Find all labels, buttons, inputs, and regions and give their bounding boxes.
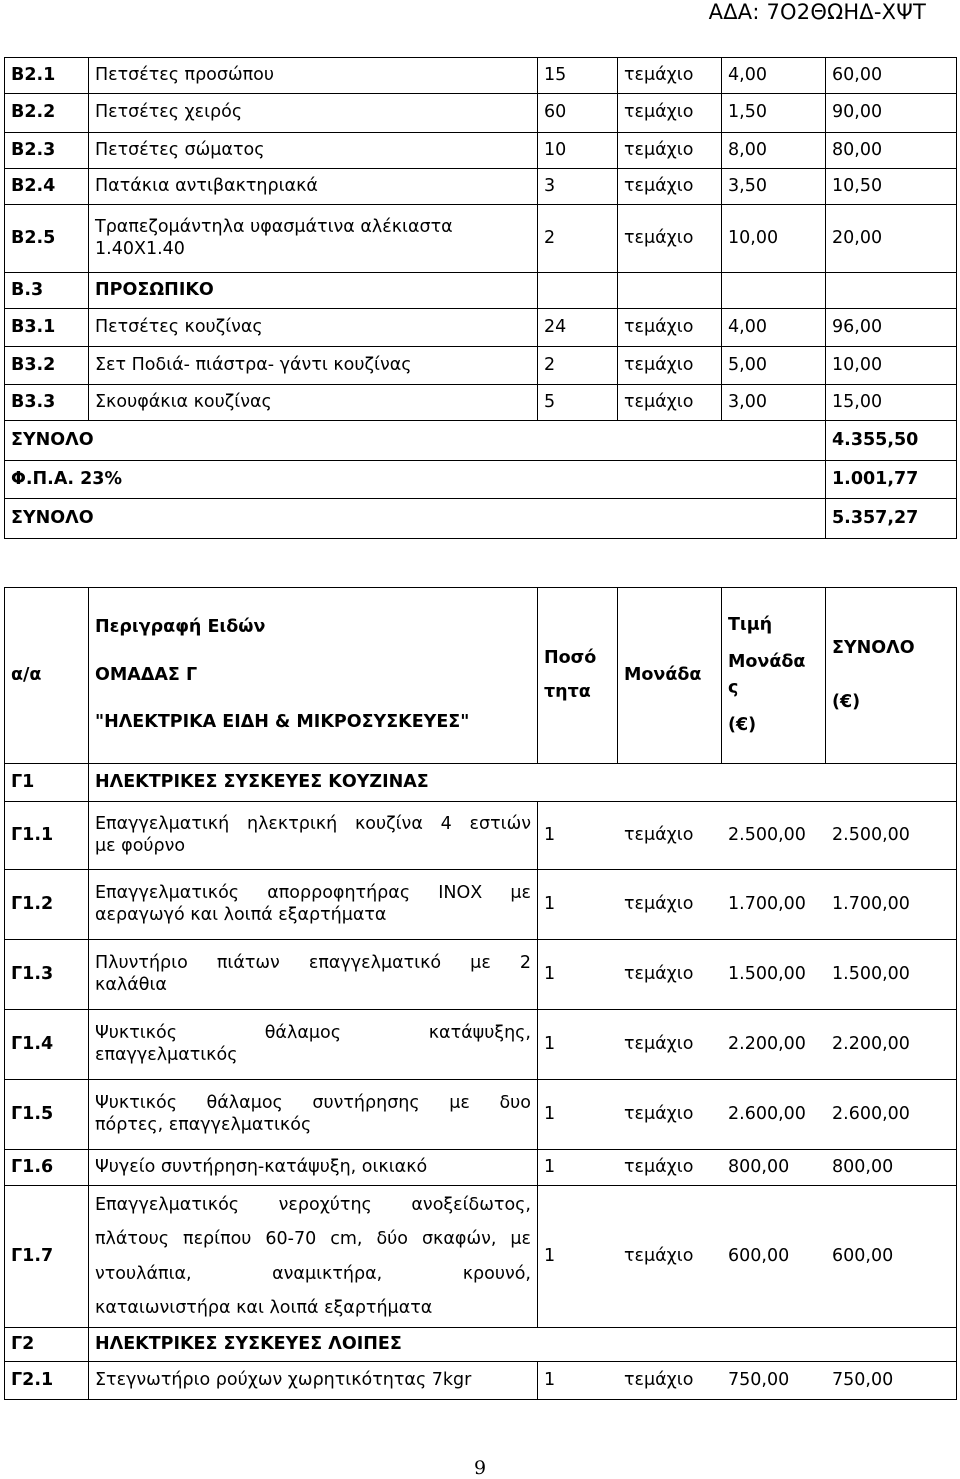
- item-description: [89, 205, 538, 273]
- item-description-line: Επαγγελματικός νεροχύτης ανοξείδωτος,: [95, 1195, 531, 1216]
- item-unit: τεμάχιο: [618, 94, 722, 133]
- table-row: [5, 1362, 957, 1400]
- header-price-line: ς: [728, 677, 739, 698]
- item-values: [538, 870, 957, 940]
- item-total: 90,00: [826, 94, 957, 133]
- header-total-line: (€): [832, 691, 861, 712]
- item-description-line: Ψυκτικός θάλαμος κατάψυξης,: [95, 1022, 531, 1043]
- header-group: ΟΜΑΔΑΣ Γ: [95, 664, 198, 685]
- item-total: 2.500,00: [832, 824, 910, 845]
- table-row: [5, 1010, 957, 1080]
- table-row: [5, 1328, 957, 1362]
- summary-row: [5, 461, 957, 499]
- col-header-description: [89, 588, 538, 764]
- table-row: [5, 940, 957, 1010]
- item-description-line: Τραπεζομάντηλα υφασμάτινα αλέκιαστα: [95, 216, 453, 237]
- item-quantity: 1: [544, 1156, 556, 1177]
- item-quantity: 2: [538, 347, 618, 385]
- item-unit: τεμάχιο: [618, 133, 722, 169]
- item-values-grid: [538, 1104, 957, 1126]
- item-unit: τεμάχιο: [618, 169, 722, 205]
- item-unit-price: 1.500,00: [728, 963, 806, 984]
- item-code: Β2.2: [5, 94, 89, 133]
- item-total: 60,00: [826, 58, 957, 94]
- item-unit: τεμάχιο: [618, 205, 722, 273]
- item-quantity: 15: [538, 58, 618, 94]
- item-unit: τεμάχιο: [618, 347, 722, 385]
- summary-value: 5.357,27: [826, 499, 957, 539]
- table-row: [5, 347, 957, 385]
- item-quantity: 1: [544, 893, 556, 914]
- item-unit-price: 2.500,00: [728, 824, 806, 845]
- section-title: ΠΡΟΣΩΠΙΚΟ: [89, 273, 538, 309]
- item-quantity: 1: [544, 1033, 556, 1054]
- item-description: Πετσέτες χειρός: [89, 94, 538, 133]
- summary-label: ΣΥΝΟΛΟ: [5, 499, 826, 539]
- item-quantity: 1: [544, 1245, 556, 1266]
- ada-code: ΑΔΑ: 7Ο2ΘΩΗΔ-ΧΨΤ: [708, 0, 926, 24]
- item-unit: τεμάχιο: [624, 1156, 694, 1177]
- summary-row: [5, 499, 957, 539]
- page-number: 9: [473, 1457, 487, 1479]
- table-row: [5, 802, 957, 870]
- item-total: 2.200,00: [832, 1033, 910, 1054]
- table-row: [5, 385, 957, 421]
- item-unit: τεμάχιο: [624, 1033, 694, 1054]
- col-header-total: [826, 588, 957, 764]
- header-price-line: Μονάδα: [728, 652, 806, 672]
- item-description-line: καταιωνιστήρα και λοιπά εξαρτήματα: [95, 1297, 433, 1318]
- item-total: 20,00: [826, 205, 957, 273]
- col-header-unit: Μονάδα: [618, 588, 722, 764]
- item-description: Πετσέτες προσώπου: [89, 58, 538, 94]
- section-title: ΗΛΕΚΤΡΙΚΕΣ ΣΥΣΚΕΥΕΣ ΛΟΙΠΕΣ: [89, 1328, 957, 1362]
- item-unit: τεμάχιο: [618, 385, 722, 421]
- item-description: [89, 802, 538, 870]
- item-unit-price: 3,00: [722, 385, 826, 421]
- table-row: [5, 58, 957, 94]
- item-unit: τεμάχιο: [618, 309, 722, 347]
- item-total: 2.600,00: [832, 1103, 910, 1124]
- item-unit: τεμάχιο: [624, 1103, 694, 1124]
- item-quantity: 1: [544, 824, 556, 845]
- item-values: [538, 940, 957, 1010]
- item-total: 800,00: [832, 1156, 894, 1177]
- item-unit-price: 1,50: [722, 94, 826, 133]
- item-quantity: 1: [544, 1369, 556, 1390]
- table-row: [5, 870, 957, 940]
- table-row: [5, 764, 957, 802]
- header-group-name: "ΗΛΕΚΤΡΙΚΑ ΕΙΔΗ & ΜΙΚΡΟΣΥΣΚΕΥΕΣ": [95, 712, 470, 733]
- item-description: Πετσέτες σώματος: [89, 133, 538, 169]
- item-total: 10,50: [826, 169, 957, 205]
- items-table-group-c: [4, 587, 957, 1400]
- item-description-line: με φούρνο: [95, 835, 186, 856]
- item-unit-price: 800,00: [728, 1156, 790, 1177]
- item-description: Σκουφάκια κουζίνας: [89, 385, 538, 421]
- item-unit-price: 600,00: [728, 1245, 790, 1266]
- table-row: [5, 273, 957, 309]
- item-unit-price: 4,00: [722, 58, 826, 94]
- item-description: [89, 1186, 538, 1328]
- item-unit-price: 8,00: [722, 133, 826, 169]
- item-values: [538, 1010, 957, 1080]
- item-description: Σετ Ποδιά- πιάστρα- γάντι κουζίνας: [89, 347, 538, 385]
- item-description: Πετσέτες κουζίνας: [89, 309, 538, 347]
- table-row: [5, 205, 957, 273]
- item-unit-price: 2.600,00: [728, 1103, 806, 1124]
- item-total: 10,00: [826, 347, 957, 385]
- col-header-unit-price: [722, 588, 826, 764]
- item-code: Β2.4: [5, 169, 89, 205]
- item-code: Γ1.6: [5, 1150, 89, 1186]
- table-row: [5, 1186, 957, 1328]
- col-header-aa: α/α: [5, 588, 89, 764]
- item-description-line: πλάτους περίπου 60-70 cm, δύο σκαφών, με: [95, 1229, 531, 1250]
- item-total: 96,00: [826, 309, 957, 347]
- items-table-b: [4, 57, 957, 539]
- item-values-grid: [538, 1246, 957, 1268]
- item-code: Γ1.2: [5, 870, 89, 940]
- header-price-line: (€): [728, 715, 757, 735]
- item-quantity: 3: [538, 169, 618, 205]
- item-code: Γ1.1: [5, 802, 89, 870]
- item-code: Γ2.1: [5, 1362, 89, 1400]
- item-description: [89, 940, 538, 1010]
- table-row: [5, 1150, 957, 1186]
- item-values: [538, 1150, 957, 1186]
- header-price-line: Τιμή: [728, 614, 773, 635]
- item-unit: τεμάχιο: [618, 58, 722, 94]
- item-code: Γ1.3: [5, 940, 89, 1010]
- item-unit: τεμάχιο: [624, 1369, 694, 1390]
- item-unit-price: 750,00: [728, 1369, 790, 1390]
- section-code: Γ2: [5, 1328, 89, 1362]
- item-code: Γ1.5: [5, 1080, 89, 1150]
- item-description: [89, 870, 538, 940]
- table-row: [5, 133, 957, 169]
- item-quantity: 1: [544, 963, 556, 984]
- item-quantity: 5: [538, 385, 618, 421]
- col-header-quantity: [538, 588, 618, 764]
- item-code: Β2.5: [5, 205, 89, 273]
- item-unit: τεμάχιο: [624, 893, 694, 914]
- header-qty-line: τητα: [544, 681, 591, 702]
- item-description-line: πόρτες, επαγγελματικός: [95, 1114, 312, 1135]
- item-code: Γ1.4: [5, 1010, 89, 1080]
- item-unit-price: 2.200,00: [728, 1033, 806, 1054]
- table-row: [5, 309, 957, 347]
- section-title: ΗΛΕΚΤΡΙΚΕΣ ΣΥΣΚΕΥΕΣ ΚΟΥΖΙΝΑΣ: [89, 764, 957, 802]
- item-code: Β3.2: [5, 347, 89, 385]
- item-description-line: 1.40Χ1.40: [95, 238, 185, 259]
- item-description-line: καλάθια: [95, 974, 167, 995]
- item-description: [89, 1080, 538, 1150]
- item-description: Στεγνωτήριο ρούχων χωρητικότητας 7kgr: [89, 1362, 538, 1400]
- item-code: Β3.3: [5, 385, 89, 421]
- table-row: [5, 1080, 957, 1150]
- item-total: 15,00: [826, 385, 957, 421]
- item-values-grid: [538, 1034, 957, 1056]
- summary-label: ΣΥΝΟΛΟ: [5, 421, 826, 461]
- item-unit: τεμάχιο: [624, 1245, 694, 1266]
- item-description-line: Ψυκτικός θάλαμος συντήρησης με δυο: [95, 1092, 531, 1113]
- table-header-row: [5, 588, 957, 764]
- item-unit-price: 1.700,00: [728, 893, 806, 914]
- item-quantity: 60: [538, 94, 618, 133]
- section-code: Β.3: [5, 273, 89, 309]
- item-description-line: ντουλάπια, αναμικτήρα, κρουνό,: [95, 1263, 531, 1284]
- item-unit: τεμάχιο: [624, 963, 694, 984]
- item-description-line: επαγγελματικός: [95, 1044, 238, 1065]
- item-unit-price: 5,00: [722, 347, 826, 385]
- summary-label: Φ.Π.Α. 23%: [5, 461, 826, 499]
- item-values-grid: [538, 964, 957, 986]
- item-total: 750,00: [832, 1369, 894, 1390]
- section-code: Γ1: [5, 764, 89, 802]
- item-total: 1.700,00: [832, 893, 910, 914]
- item-quantity: 2: [538, 205, 618, 273]
- item-description-line: Επαγγελματικός απορροφητήρας ΙΝΟΧ με: [95, 882, 531, 903]
- item-description-line: Πλυντήριο πιάτων επαγγελματικό με 2: [95, 952, 531, 973]
- item-values: [538, 1186, 957, 1328]
- item-total: 600,00: [832, 1245, 894, 1266]
- item-description: Ψυγείο συντήρηση-κατάψυξη, οικιακό: [89, 1150, 538, 1186]
- item-values-grid: [538, 894, 957, 916]
- item-values-grid: [538, 825, 957, 847]
- table-row: [5, 169, 957, 205]
- item-unit: τεμάχιο: [624, 824, 694, 845]
- summary-value: 1.001,77: [826, 461, 957, 499]
- item-quantity: 1: [544, 1103, 556, 1124]
- item-values: [538, 1080, 957, 1150]
- summary-value: 4.355,50: [826, 421, 957, 461]
- item-code: Γ1.7: [5, 1186, 89, 1328]
- item-values-grid: [538, 1370, 957, 1392]
- header-qty-line: Ποσό: [544, 648, 597, 669]
- item-values: [538, 1362, 957, 1400]
- summary-row: [5, 421, 957, 461]
- item-unit-price: 4,00: [722, 309, 826, 347]
- item-total: 80,00: [826, 133, 957, 169]
- item-description-line: αεραγωγό και λοιπά εξαρτήματα: [95, 904, 387, 925]
- item-description-line: Επαγγελματική ηλεκτρική κουζίνα 4 εστιών: [95, 813, 531, 834]
- header-desc-title: Περιγραφή Ειδών: [95, 617, 266, 638]
- item-quantity: 24: [538, 309, 618, 347]
- header-total-line: ΣΥΝΟΛΟ: [832, 638, 915, 658]
- item-values: [538, 802, 957, 870]
- item-code: Β2.1: [5, 58, 89, 94]
- item-code: Β2.3: [5, 133, 89, 169]
- item-values-grid: [538, 1157, 957, 1179]
- item-description: [89, 1010, 538, 1080]
- table-row: [5, 94, 957, 133]
- item-code: Β3.1: [5, 309, 89, 347]
- item-quantity: 10: [538, 133, 618, 169]
- item-total: 1.500,00: [832, 963, 910, 984]
- item-unit-price: 3,50: [722, 169, 826, 205]
- item-unit-price: 10,00: [722, 205, 826, 273]
- item-description: Πατάκια αντιβακτηριακά: [89, 169, 538, 205]
